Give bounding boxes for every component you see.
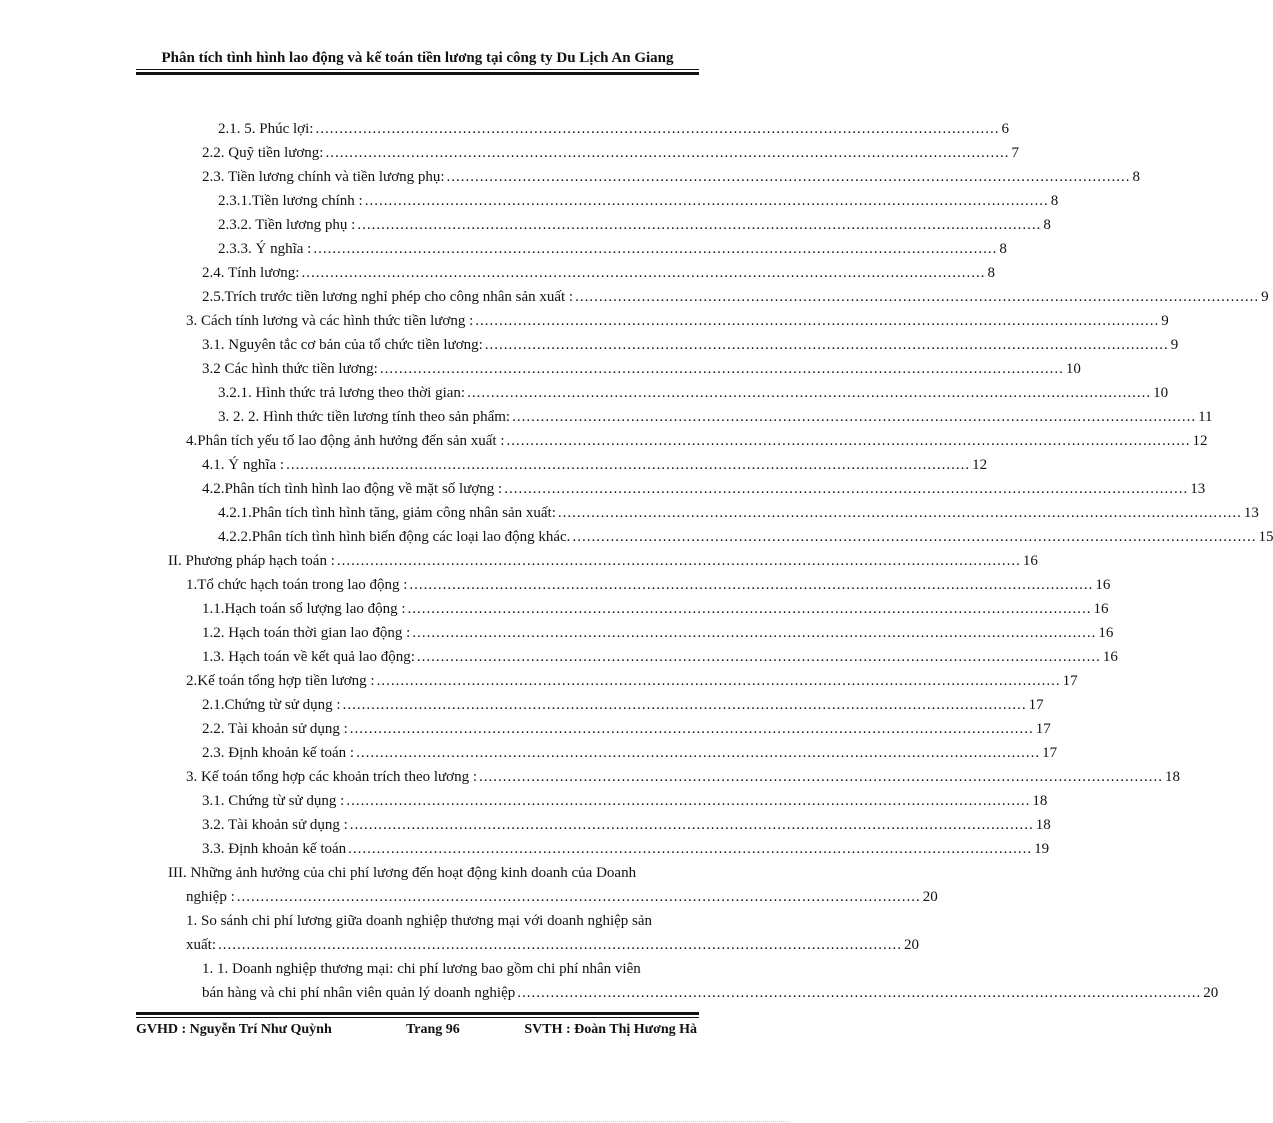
toc-entry: 3. Cách tính lương và các hình thức tiền lương : ................................................................................................................................................ 9: [186, 313, 1169, 329]
footer-advisor: GVHD : Nguyễn Trí Như Quỳnh: [136, 1022, 332, 1037]
header-rule-thick: [136, 72, 699, 75]
toc-entry: 2.1.Chứng từ sử dụng : ................................................................................................................................................ 17: [202, 697, 1044, 713]
toc-entry: 2.3. Định khoản kế toán : ................................................................................................................................................ 17: [202, 745, 1058, 761]
toc-entry-continued: 1. So sánh chi phí lương giữa doanh nghiệp thương mại với doanh nghiệp sản: [186, 913, 653, 929]
toc-entry-continued: 1. 1. Doanh nghiệp thương mại: chi phí lương bao gồm chi phí nhân viên: [202, 961, 641, 977]
toc-entry: 4.2.1.Phân tích tình hình tăng, giảm công nhân sản xuất: ................................................................................................................................................ 13: [218, 505, 1259, 521]
toc-entry: bán hàng và chi phí nhân viên quản lý doanh nghiệp ................................................................................................................................................ 20: [202, 985, 1219, 1001]
header-title: Phân tích tình hình lao động và kế toán tiền lương tại công ty Du Lịch An Giang: [161, 50, 674, 66]
toc-entry: 2.2. Tài khoản sử dụng : ................................................................................................................................................ 17: [202, 721, 1051, 737]
toc-entry: 3. 2. 2. Hình thức tiền lương tính theo sản phẩm: ................................................................................................................................................ 11: [218, 409, 1213, 425]
toc-entry: 4.2.2.Phân tích tình hình biến động các loại lao động khác. ................................................................................................................................................ 15: [218, 529, 1273, 545]
toc-entry: 4.1. Ý nghĩa : ................................................................................................................................................ 12: [202, 457, 988, 473]
toc-entry: 2.5.Trích trước tiền lương nghỉ phép cho công nhân sản xuất : ................................................................................................................................................ 9: [202, 289, 1269, 305]
toc-entry: 1.3. Hạch toán về kết quả lao động: ................................................................................................................................................ 16: [202, 649, 1118, 665]
footer-rule-thin: [136, 1017, 699, 1018]
toc-entry: 4.2.Phân tích tình hình lao động về mặt số lượng : ................................................................................................................................................ 13: [202, 481, 1206, 497]
toc-entry: 3.2 Các hình thức tiền lương: ................................................................................................................................................ 10: [202, 361, 1081, 377]
toc-entry: 2.4. Tính lương: ................................................................................................................................................ 8: [202, 265, 995, 281]
toc-entry: nghiệp : ................................................................................................................................................ 20: [186, 889, 938, 905]
toc-entry: II. Phương pháp hạch toán : ................................................................................................................................................ 16: [168, 553, 1038, 569]
toc-entry: 3.2. Tài khoản sử dụng : ................................................................................................................................................ 18: [202, 817, 1051, 833]
toc-entry: 2.Kế toán tổng hợp tiền lương : ................................................................................................................................................ 17: [186, 673, 1078, 689]
toc-entry: 1.1.Hạch toán số lượng lao động : ................................................................................................................................................ 16: [202, 601, 1109, 617]
page-footer: [136, 1012, 699, 1042]
toc-entry: 2.3.2. Tiền lương phụ : ................................................................................................................................................ 8: [218, 217, 1051, 233]
footer-page-number: Trang 96: [406, 1022, 460, 1037]
toc-entry: 3.1. Nguyên tắc cơ bản của tổ chức tiền lương: ................................................................................................................................................ 9: [202, 337, 1179, 353]
toc-entry: 1.2. Hạch toán thời gian lao động : ................................................................................................................................................ 16: [202, 625, 1114, 641]
header-rule-thin: [136, 69, 699, 70]
footer-student: SVTH : Đoàn Thị Hương Hà: [524, 1022, 697, 1037]
toc-entry: 1.Tổ chức hạch toán trong lao động : ................................................................................................................................................ 16: [186, 577, 1111, 593]
toc-entry: 3.3. Định khoản kế toán ................................................................................................................................................ 19: [202, 841, 1050, 857]
toc-entry: xuất: ................................................................................................................................................ 20: [186, 937, 919, 953]
toc-entry: 4.Phân tích yếu tố lao động ảnh hưởng đến sản xuất : ................................................................................................................................................ 12: [186, 433, 1208, 449]
toc-entry: 2.1. 5. Phúc lợi: ................................................................................................................................................ 6: [218, 121, 1009, 137]
toc-entry: 2.3. Tiền lương chính và tiền lương phụ: ................................................................................................................................................ 8: [202, 169, 1141, 185]
page-header: [136, 48, 699, 74]
page-edge-divider: [28, 1121, 788, 1122]
footer-rule-thick: [136, 1012, 699, 1015]
toc-entry: 3. Kế toán tổng hợp các khoản trích theo lương : ................................................................................................................................................ 18: [186, 769, 1181, 785]
toc-entry: 2.3.1.Tiền lương chính : ................................................................................................................................................ 8: [218, 193, 1059, 209]
toc-entry: 3.1. Chứng từ sử dụng : ................................................................................................................................................ 18: [202, 793, 1048, 809]
toc-entry: 2.3.3. Ý nghĩa : ................................................................................................................................................ 8: [218, 241, 1007, 257]
toc-entry-continued: III. Những ảnh hưởng của chi phí lương đến hoạt động kinh doanh của Doanh: [168, 865, 637, 881]
toc-entry: 3.2.1. Hình thức trả lương theo thời gian: ................................................................................................................................................ 10: [218, 385, 1169, 401]
toc-entry: 2.2. Quỹ tiền lương: ................................................................................................................................................ 7: [202, 145, 1019, 161]
